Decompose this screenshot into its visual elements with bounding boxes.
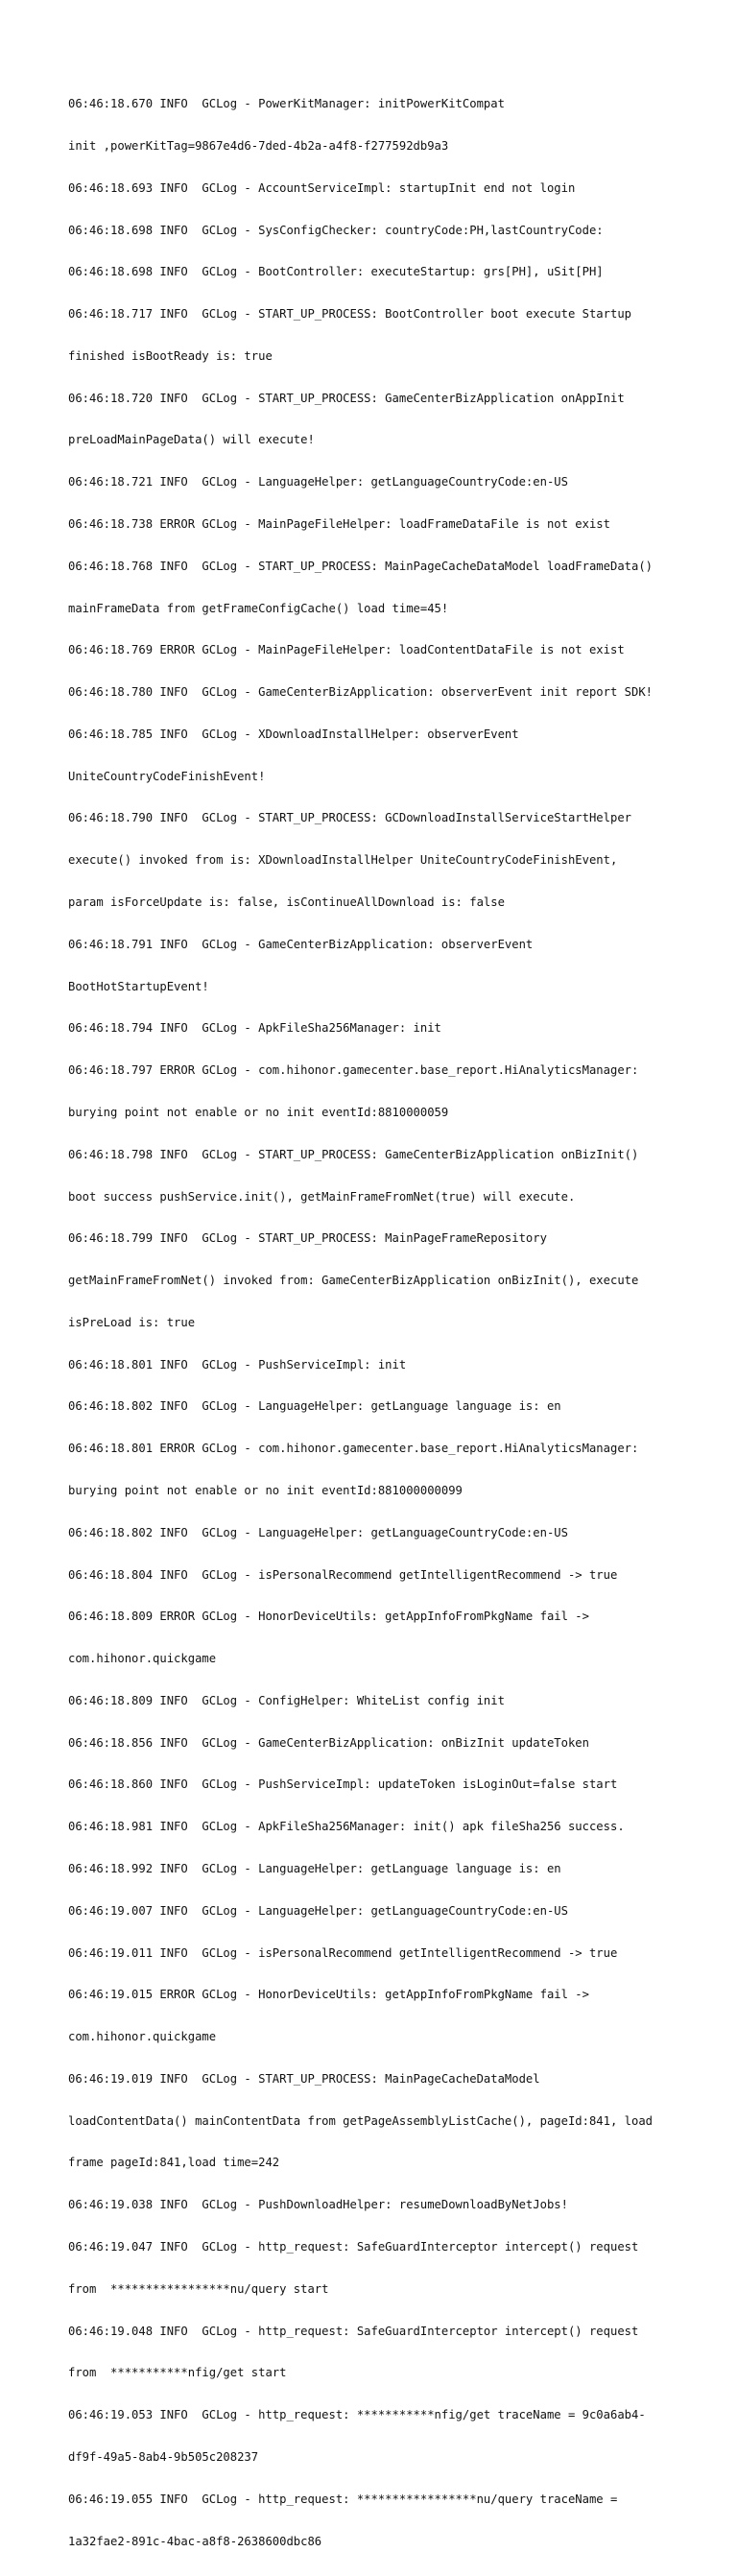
log-line: 06:46:19.019 INFO GCLog - START_UP_PROCESS: MainPageCacheDataModel [68, 2071, 540, 2086]
log-line: 06:46:18.791 INFO GCLog - GameCenterBizApplication: observerEvent [68, 937, 534, 951]
log-line: 06:46:18.785 INFO GCLog - XDownloadInstallHelper: observerEvent [68, 727, 519, 741]
log-line: BootHotStartupEvent! [68, 979, 209, 993]
log-line: init ,powerKitTag=9867e4d6-7ded-4b2a-a4f8-f277592db9a3 [68, 138, 449, 153]
log-line: 06:46:18.790 INFO GCLog - START_UP_PROCESS: GCDownloadInstallServiceStartHelper [68, 811, 631, 825]
log-line: 06:46:18.799 INFO GCLog - START_UP_PROCESS: MainPageFrameRepository [68, 1231, 547, 1246]
log-line: 06:46:18.802 INFO GCLog - LanguageHelper: getLanguageCountryCode:en-US [68, 1525, 568, 1539]
log-line: 06:46:18.802 INFO GCLog - LanguageHelper: getLanguage language is: en [68, 1399, 561, 1414]
log-line: 06:46:18.780 INFO GCLog - GameCenterBizApplication: observerEvent init report SDK! [68, 685, 654, 700]
log-line: 06:46:18.809 ERROR GCLog - HonorDeviceUtils: getAppInfoFromPkgName fail -> [68, 1610, 589, 1624]
log-line: burying point not enable or no init eventId:8810000059 [68, 1105, 449, 1119]
log-line: 06:46:18.720 INFO GCLog - START_UP_PROCESS: GameCenterBizApplication onAppInit [68, 391, 625, 405]
log-line: loadContentData() mainContentData from getPageAssemblyListCache(), pageId:841, load [68, 2113, 654, 2128]
log-line: 06:46:18.738 ERROR GCLog - MainPageFileHelper: loadFrameDataFile is not exist [68, 517, 610, 531]
log-line: 06:46:18.698 INFO GCLog - SysConfigChecker: countryCode:PH,lastCountryCode: [68, 223, 604, 237]
log-line: 06:46:19.048 INFO GCLog - http_request: SafeGuardInterceptor intercept() request [68, 2324, 639, 2338]
log-line: preLoadMainPageData() will execute! [68, 433, 315, 447]
log-line: com.hihonor.quickgame [68, 2030, 217, 2044]
log-line: 06:46:18.860 INFO GCLog - PushServiceImpl: updateToken isLoginOut=false start [68, 1777, 618, 1792]
log-line: 06:46:19.047 INFO GCLog - http_request: SafeGuardInterceptor intercept() request [68, 2240, 639, 2254]
log-line: 06:46:19.015 ERROR GCLog - HonorDeviceUtils: getAppInfoFromPkgName fail -> [68, 1988, 589, 2002]
log-line: param isForceUpdate is: false, isContinueAllDownload is: false [68, 895, 505, 910]
log-line: getMainFrameFromNet() invoked from: GameCenterBizApplication onBizInit(), execute [68, 1274, 639, 1288]
log-line: 06:46:18.797 ERROR GCLog - com.hihonor.gamecenter.base_report.HiAnalyticsManager: [68, 1063, 639, 1078]
log-line: boot success pushService.init(), getMainFrameFromNet(true) will execute. [68, 1189, 576, 1204]
log-line: burying point not enable or no init eventId:881000000099 [68, 1483, 463, 1497]
log-line: finished isBootReady is: true [68, 348, 273, 363]
log-line: 06:46:18.804 INFO GCLog - isPersonalRecommend getIntelligentRecommend -> true [68, 1567, 618, 1582]
log-line: 06:46:19.055 INFO GCLog - http_request: *****************nu/query traceName = [68, 2492, 618, 2506]
log-line: com.hihonor.quickgame [68, 1652, 217, 1666]
log-line: 06:46:19.038 INFO GCLog - PushDownloadHelper: resumeDownloadByNetJobs! [68, 2198, 568, 2212]
log-line: 06:46:19.007 INFO GCLog - LanguageHelper: getLanguageCountryCode:en-US [68, 1903, 568, 1918]
log-line: 06:46:18.693 INFO GCLog - AccountServiceImpl: startupInit end not login [68, 180, 576, 195]
log-line: 06:46:18.809 INFO GCLog - ConfigHelper: WhiteList config init [68, 1693, 505, 1707]
log-line: 06:46:18.769 ERROR GCLog - MainPageFileHelper: loadContentDataFile is not exist [68, 643, 625, 657]
log-line: 06:46:18.794 INFO GCLog - ApkFileSha256Manager: init [68, 1021, 441, 1036]
log-line: 06:46:18.798 INFO GCLog - START_UP_PROCESS: GameCenterBizApplication onBizInit() [68, 1147, 639, 1161]
log-line: 06:46:18.801 ERROR GCLog - com.hihonor.gamecenter.base_report.HiAnalyticsManager: [68, 1442, 639, 1456]
log-line: 06:46:18.856 INFO GCLog - GameCenterBizApplication: onBizInit updateToken [68, 1735, 589, 1750]
log-line: frame pageId:841,load time=242 [68, 2156, 280, 2170]
log-line: UniteCountryCodeFinishEvent! [68, 769, 266, 783]
log-line: 06:46:18.801 INFO GCLog - PushServiceImpl: init [68, 1357, 407, 1371]
log-text-block [68, 69, 682, 2576]
log-line: 06:46:18.670 INFO GCLog - PowerKitManager: initPowerKitCompat [68, 97, 505, 111]
log-line: df9f-49a5-8ab4-9b505c208237 [68, 2449, 259, 2464]
log-line: 06:46:19.011 INFO GCLog - isPersonalRecommend getIntelligentRecommend -> true [68, 1945, 618, 1960]
log-line: 06:46:18.717 INFO GCLog - START_UP_PROCESS: BootController boot execute Startup [68, 307, 631, 322]
log-line: mainFrameData from getFrameConfigCache() load time=45! [68, 601, 449, 615]
log-line: from ***********nfig/get start [68, 2366, 287, 2380]
log-line: 06:46:18.698 INFO GCLog - BootController: executeStartup: grs[PH], uSit[PH] [68, 265, 604, 279]
log-line: isPreLoad is: true [68, 1315, 196, 1329]
log-line: from *****************nu/query start [68, 2281, 329, 2296]
log-line: 1a32fae2-891c-4bac-a8f8-2638600dbc86 [68, 2534, 322, 2548]
log-line: 06:46:18.992 INFO GCLog - LanguageHelper: getLanguage language is: en [68, 1862, 561, 1875]
log-line: 06:46:19.053 INFO GCLog - http_request: ***********nfig/get traceName = 9c0a6ab4- [68, 2408, 646, 2422]
log-line: 06:46:18.721 INFO GCLog - LanguageHelper: getLanguageCountryCode:en-US [68, 475, 568, 489]
log-line: 06:46:18.768 INFO GCLog - START_UP_PROCESS: MainPageCacheDataModel loadFrameData() [68, 559, 654, 573]
log-line: 06:46:18.981 INFO GCLog - ApkFileSha256Manager: init() apk fileSha256 success. [68, 1820, 625, 1834]
log-line: execute() invoked from is: XDownloadInstallHelper UniteCountryCodeFinishEvent, [68, 853, 618, 868]
